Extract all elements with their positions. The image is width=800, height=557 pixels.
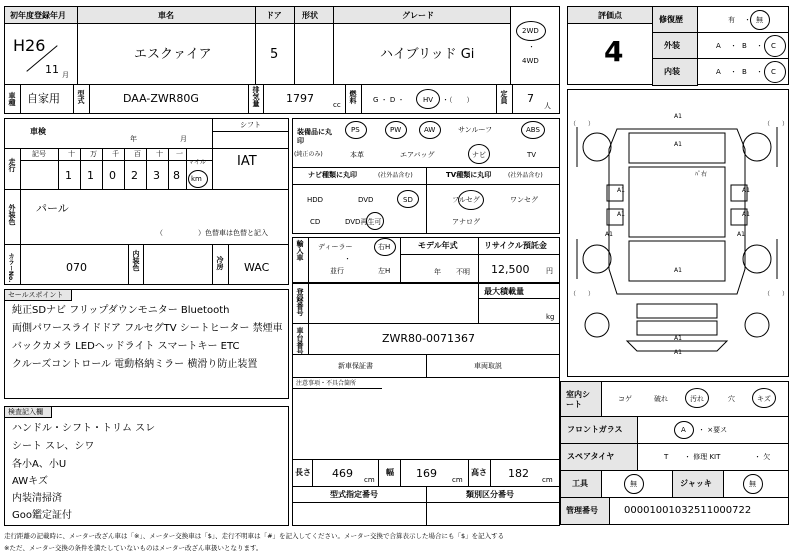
- notes-line-5: Goo鑑定証付: [12, 510, 72, 521]
- sales-points-label: セールスポイント: [8, 291, 64, 299]
- fuel-hv: HV: [423, 96, 434, 104]
- recycle-unit: 円: [546, 267, 553, 275]
- displacement: 1797: [286, 92, 314, 105]
- mileage-label: 走行: [8, 158, 16, 172]
- grade-label: グレード: [402, 11, 434, 20]
- exterior-color: パール: [36, 202, 69, 215]
- import-left: 左H: [378, 267, 391, 275]
- navi-dvd-play: DVD再生可: [345, 218, 382, 226]
- warranty-manual: 車両取説: [474, 362, 502, 370]
- grade-divider: [510, 6, 511, 85]
- model-year-label: モデル年式: [418, 241, 458, 250]
- drive-sep: ・: [528, 43, 535, 51]
- int-sep2: ・: [756, 68, 763, 76]
- color-no-label: カラーNo.: [7, 253, 14, 283]
- model-label: 型式: [77, 90, 85, 104]
- mileage-col-5: 十: [156, 150, 163, 158]
- notes-cell: [292, 377, 560, 460]
- mileage-digit-2: 0: [109, 169, 116, 182]
- int-sep1: ・: [730, 68, 737, 76]
- interior-color-label: 内装色: [132, 250, 140, 271]
- ext-c: C: [771, 42, 776, 50]
- color-no: 070: [66, 261, 87, 274]
- shift-label: シフト: [240, 121, 261, 129]
- door-label: ドア: [266, 11, 282, 20]
- glass-label: フロントガラス: [567, 425, 623, 434]
- width-label: 幅: [386, 468, 394, 477]
- mgmt-label: 管理番号: [566, 506, 598, 515]
- tv-sub: (社外品含む): [508, 172, 543, 179]
- row2: [4, 84, 560, 114]
- capacity: 7: [527, 92, 534, 105]
- diag-label-1: A1: [674, 141, 682, 148]
- model-year-unit: 年: [434, 268, 441, 276]
- diag-paren-2: （ ）: [570, 291, 595, 298]
- jack-label: ジャッキ: [680, 479, 712, 488]
- seat-stain: 汚れ: [690, 395, 704, 403]
- notes-line-2: 各小A、小U: [12, 459, 67, 470]
- capacity-unit: 人: [544, 102, 551, 110]
- diag-hl: ﾊﾟ右: [695, 171, 708, 178]
- mileage-col-2: 万: [90, 150, 97, 158]
- diag-paren-1: （ ）: [764, 121, 789, 128]
- diag-paren-0: （ ）: [570, 121, 595, 128]
- exterior-color-note: （ ）色替車は色替と記入: [156, 229, 268, 237]
- drive-4wd: 4WD: [522, 57, 539, 65]
- recycle-label: リサイクル預託金: [484, 241, 547, 250]
- seat-scratch: キズ: [757, 395, 771, 403]
- mileage-digit-5: 8: [173, 169, 180, 182]
- shape-label: 形状: [302, 11, 318, 20]
- equip-sunroof: サンルーフ: [458, 126, 493, 134]
- navi-sd: SD: [403, 196, 413, 204]
- recycle-value: 12,500: [491, 263, 530, 276]
- seat-hole: 穴: [728, 395, 735, 403]
- wheel-rear-left: [583, 245, 611, 273]
- import-sep: ・: [344, 255, 351, 263]
- tv-fullseg: フルセグ: [452, 196, 480, 204]
- mileage-col-1: 十: [68, 150, 75, 158]
- mileage-col-6: 一: [176, 150, 183, 158]
- notes-line-1: シート スレ、シワ: [12, 441, 95, 452]
- wheel-rear-right: [743, 245, 771, 273]
- equipment-sub: (純正のみ): [294, 151, 323, 158]
- tv-oneseg: ワンセグ: [510, 196, 538, 204]
- max-load-unit: kg: [546, 313, 555, 321]
- tv-label: TV種類に丸印: [446, 171, 492, 179]
- reg-no-label: 登録番号: [296, 288, 304, 316]
- spare-t: T: [664, 453, 669, 461]
- model: DAA-ZWR80G: [123, 92, 199, 105]
- chassis-value: ZWR80-0071367: [382, 332, 476, 345]
- equipment-label: 装備品に丸印: [297, 128, 332, 146]
- tools-label: 工具: [572, 479, 588, 488]
- ext-sep1: ・: [730, 42, 737, 50]
- equip-aw: AW: [424, 126, 436, 134]
- navi-cd: CD: [310, 218, 321, 226]
- notes-line-3: AWキズ: [12, 476, 48, 487]
- length-unit: cm: [364, 476, 375, 484]
- navi-dvd: DVD: [358, 196, 374, 204]
- import-parallel: 並行: [330, 267, 344, 275]
- tools-none: 無: [630, 480, 637, 488]
- interior-label: 内装: [664, 67, 680, 76]
- navi-sub: (社外品含む): [378, 172, 413, 179]
- length-label: 長さ: [295, 468, 311, 477]
- equip-abs: ABS: [526, 126, 540, 134]
- footer-line-1: 走行距離の記載時に、メーター改ざん車は「※」、メーター交換車は「$」、走行不明車は「#」を記入してください。メーター交換で合算表示した場合にも「$」を記入する: [4, 532, 505, 540]
- ac: WAC: [244, 261, 270, 274]
- glass-a: A: [681, 426, 686, 434]
- reg-month: 11: [45, 63, 59, 76]
- chassis-label: 車台番号: [296, 327, 304, 355]
- km-unit: km: [191, 175, 202, 183]
- sales-line-1: 両側パワースライドドア フルセグTV シートヒーター 禁煙車: [12, 323, 283, 334]
- diag-label-8: A1: [674, 267, 682, 274]
- width-unit: cm: [452, 476, 463, 484]
- spare-kit: ・ 修理 KIT: [684, 453, 721, 461]
- mileage-col-3: 千: [112, 150, 119, 158]
- fuel-paren: ・（ ）: [442, 96, 474, 104]
- repair-yes: 有: [728, 16, 735, 24]
- diag-label-6: A1: [605, 231, 613, 238]
- navi-hdd: HDD: [307, 196, 324, 204]
- height-value: 182: [508, 467, 529, 480]
- ac-label: 冷房: [216, 256, 224, 270]
- max-load-label: 最大積載量: [484, 287, 524, 296]
- int-c: C: [771, 68, 776, 76]
- exterior-label: 外装: [664, 41, 680, 50]
- displacement-label: 排気量: [252, 86, 260, 107]
- seat-tear: 破れ: [654, 395, 668, 403]
- sales-line-0: 純正SDナビ フリップダウンモニター Bluetooth: [12, 305, 230, 316]
- equip-leather: 本革: [350, 151, 364, 159]
- navi-label: ナビ種類に丸印: [308, 171, 357, 179]
- score: 4: [604, 35, 624, 68]
- notes-line-0: ハンドル・シフト・トリム スレ: [12, 423, 156, 434]
- grade: ハイブリッド Gi: [380, 47, 475, 62]
- equip-tv: TV: [527, 151, 537, 159]
- wheel-front-right: [743, 133, 771, 161]
- sales-line-2: バックカメラ LEDヘッドライト スマートキー ETC: [12, 341, 240, 352]
- import-dealer: ディーラー: [318, 243, 353, 251]
- car-name: エスクァイア: [134, 47, 212, 62]
- shift: IAT: [237, 154, 257, 169]
- diag-label-9: A1: [674, 335, 682, 342]
- equip-navi: ナビ: [472, 151, 486, 159]
- diag-label-2: A1: [617, 187, 625, 194]
- seat-label: 室内シート: [566, 390, 590, 410]
- import-label: 輸入車: [296, 240, 304, 261]
- first-reg-label: 初年度登録年月: [10, 11, 66, 20]
- diag-paren-3: （ ）: [764, 291, 789, 298]
- int-a: A: [716, 68, 721, 76]
- car-name-label: 車名: [158, 11, 174, 20]
- equip-ps: PS: [351, 126, 360, 134]
- score-label: 評価点: [598, 11, 622, 20]
- inspection-month-unit: 月: [180, 135, 187, 143]
- height-label: 高さ: [471, 468, 487, 477]
- ext-a: A: [716, 42, 721, 50]
- inspection-notes-label: 検査記入欄: [8, 408, 43, 416]
- diag-label-4: A1: [617, 211, 625, 218]
- fuel-label: 燃料: [349, 90, 357, 104]
- usage-label: 車種: [8, 92, 16, 106]
- int-b: B: [742, 68, 747, 76]
- repair-label: 修復歴: [659, 15, 683, 24]
- notes-label: 注意事項・不具合箇所: [296, 380, 357, 387]
- wheel-front-left: [583, 133, 611, 161]
- footer-line-2: ※ただ、メーター交換の条件を満たしていないものはメーター改ざん車扱いとなります。: [4, 544, 263, 552]
- diag-label-10: A1: [674, 349, 682, 356]
- diag-label-3: A1: [742, 187, 750, 194]
- usage: 自家用: [27, 92, 60, 105]
- mileage-digit-1: 1: [87, 169, 94, 182]
- jack-none: 無: [749, 480, 756, 488]
- type-number-label: 型式指定番号: [330, 490, 378, 499]
- diag-label-0: A1: [674, 113, 682, 120]
- class-number-label: 類別区分番号: [466, 490, 514, 499]
- inspection-label: 車検: [30, 127, 46, 136]
- length-value: 469: [332, 467, 353, 480]
- mgmt-value: 0000100103251100072​2: [624, 505, 752, 516]
- drive-2wd: 2WD: [522, 27, 539, 35]
- doors: 5: [270, 47, 279, 62]
- width-value: 169: [416, 467, 437, 480]
- sales-line-3: クルーズコントロール 電動格納ミラー 横滑り防止装置: [12, 359, 258, 370]
- seat-burn: コゲ: [618, 395, 632, 403]
- model-year-unknown: 不明: [456, 268, 470, 276]
- cc-unit: cc: [333, 101, 341, 109]
- warranty-new: 新車保証書: [338, 362, 373, 370]
- diag-label-5: A1: [742, 211, 750, 218]
- glass-x: ・ ×要ス: [698, 426, 728, 434]
- height-unit: cm: [542, 476, 553, 484]
- repair-sep: ・: [744, 16, 751, 24]
- notes-line-4: 内装清掃済: [12, 493, 62, 504]
- mile-label: マイル: [188, 159, 206, 166]
- equip-airbag: エアバッグ: [400, 151, 435, 159]
- ext-sep2: ・: [756, 42, 763, 50]
- reg-month-unit: 月: [62, 71, 69, 79]
- mileage-col-4: 百: [134, 150, 141, 158]
- import-right: 右H: [378, 243, 391, 251]
- tv-analog: アナログ: [452, 218, 480, 226]
- fuel: G ・ D ・: [373, 96, 405, 104]
- spare-none: ・ 欠: [754, 453, 771, 461]
- mileage-digit-3: 2: [131, 169, 138, 182]
- spare-label: スペアタイヤ: [567, 452, 615, 461]
- ext-b: B: [742, 42, 747, 50]
- mileage-digit-0: 1: [65, 169, 72, 182]
- exterior-color-label: 外装色: [8, 204, 16, 225]
- equip-pw: PW: [390, 126, 402, 134]
- inspection-year-unit: 年: [130, 135, 137, 143]
- repair-no: 無: [756, 16, 763, 24]
- reg-year: H26: [13, 36, 46, 55]
- mileage-col-0: 記号: [32, 150, 46, 158]
- car-diagram: [567, 89, 789, 377]
- diag-label-7: A1: [737, 231, 745, 238]
- mileage-digit-4: 3: [153, 169, 160, 182]
- capacity-label: 定員: [500, 90, 508, 104]
